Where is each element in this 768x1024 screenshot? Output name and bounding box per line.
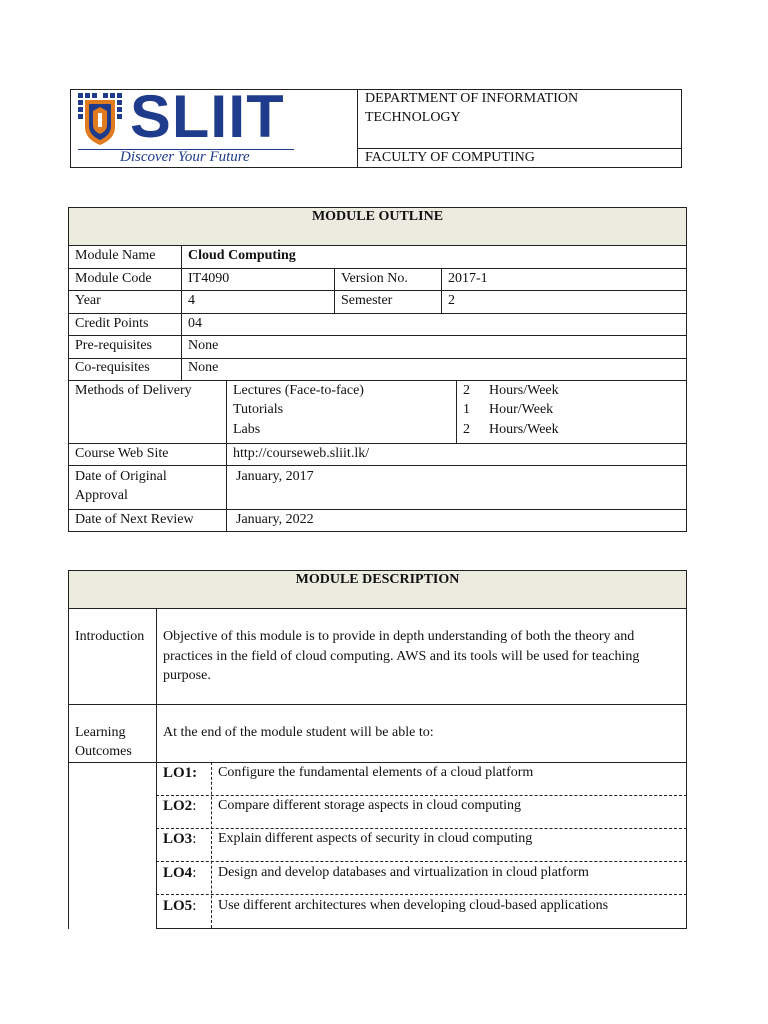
lo-label: Outcomes	[75, 744, 132, 759]
year-label: Year	[75, 293, 101, 308]
lo-code-id: LO2	[163, 798, 193, 814]
next-review-value: January, 2022	[236, 512, 314, 527]
lo-code-colon: :	[192, 898, 197, 914]
lo-text: Configure the fundamental elements of a cloud platform	[218, 765, 534, 780]
semester-value: 2	[448, 293, 455, 308]
intro-text: Objective of this module is to provide in depth understanding of both the theory and practices in the field of cloud computing. AWS and its tools will be used for teaching purpose.	[163, 629, 640, 683]
delivery-method: Labs	[233, 422, 261, 437]
lo-code	[163, 830, 196, 848]
delivery-label: Methods of Delivery	[75, 383, 192, 398]
lo-code-colon: :	[192, 865, 197, 881]
next-review-label: Date of Next Review	[75, 512, 194, 527]
lo-code-id: LO5	[163, 898, 193, 914]
outline-title: MODULE OUTLINE	[311, 209, 444, 224]
delivery-unit: Hours/Week	[489, 422, 559, 437]
faculty-name: FACULTY OF COMPUTING	[365, 150, 535, 165]
delivery-count: 2	[463, 422, 470, 437]
lo-label: Learning	[75, 725, 126, 740]
website-label: Course Web Site	[75, 446, 169, 461]
delivery-method: Lectures (Face-to-face)	[233, 383, 364, 398]
module-name-label: Module Name	[75, 248, 156, 263]
orig-approval-value: January, 2017	[236, 469, 314, 484]
lo-code-id: LO4	[163, 865, 193, 881]
lo-text: Use different architectures when developing cloud-based applications	[218, 898, 609, 913]
credit-label: Credit Points	[75, 316, 149, 331]
lo-code-id: LO3	[163, 831, 193, 847]
module-name-value: Cloud Computing	[188, 248, 296, 263]
lo-text: Explain different aspects of security in cloud computing	[218, 831, 533, 846]
version-value: 2017-1	[448, 271, 488, 286]
prereq-label: Pre-requisites	[75, 338, 152, 353]
coreq-label: Co-requisites	[75, 360, 150, 375]
website-link[interactable]: http://courseweb.sliit.lk/	[233, 446, 370, 461]
lo-text: Design and develop databases and virtualization in cloud platform	[218, 865, 589, 880]
orig-approval-label: Date of Original	[75, 469, 167, 484]
lo-code	[163, 897, 196, 915]
module-code-label: Module Code	[75, 271, 152, 286]
lo-text: Compare different storage aspects in cloud computing	[218, 798, 521, 813]
lo-code-colon: :	[192, 798, 197, 814]
year-value: 4	[188, 293, 195, 308]
header-divider	[357, 89, 358, 168]
credit-value: 04	[188, 316, 202, 331]
department-line-2: TECHNOLOGY	[365, 110, 461, 125]
intro-label: Introduction	[75, 629, 145, 644]
lo-code-colon: :	[192, 831, 197, 847]
logo-wordmark: SLIIT	[130, 83, 285, 150]
lo-code: LO1:	[163, 765, 198, 781]
delivery-count: 1	[463, 402, 470, 417]
semester-label: Semester	[341, 293, 393, 308]
module-code-value: IT4090	[188, 271, 230, 286]
coreq-value: None	[188, 360, 219, 375]
delivery-method: Tutorials	[233, 402, 284, 417]
delivery-unit: Hour/Week	[489, 402, 554, 417]
delivery-count: 2	[463, 383, 470, 398]
lo-intro: At the end of the module student will be able to:	[163, 725, 434, 740]
orig-approval-label: Approval	[75, 488, 128, 503]
lo-code	[163, 797, 196, 815]
delivery-unit: Hours/Week	[489, 383, 559, 398]
department-line-1: DEPARTMENT OF INFORMATION	[365, 91, 579, 106]
description-title: MODULE DESCRIPTION	[295, 572, 460, 587]
logo-tagline: Discover Your Future	[120, 149, 250, 165]
prereq-value: None	[188, 338, 219, 353]
version-label: Version No.	[341, 271, 408, 286]
crest-icon	[76, 91, 124, 149]
lo-code	[163, 864, 196, 882]
